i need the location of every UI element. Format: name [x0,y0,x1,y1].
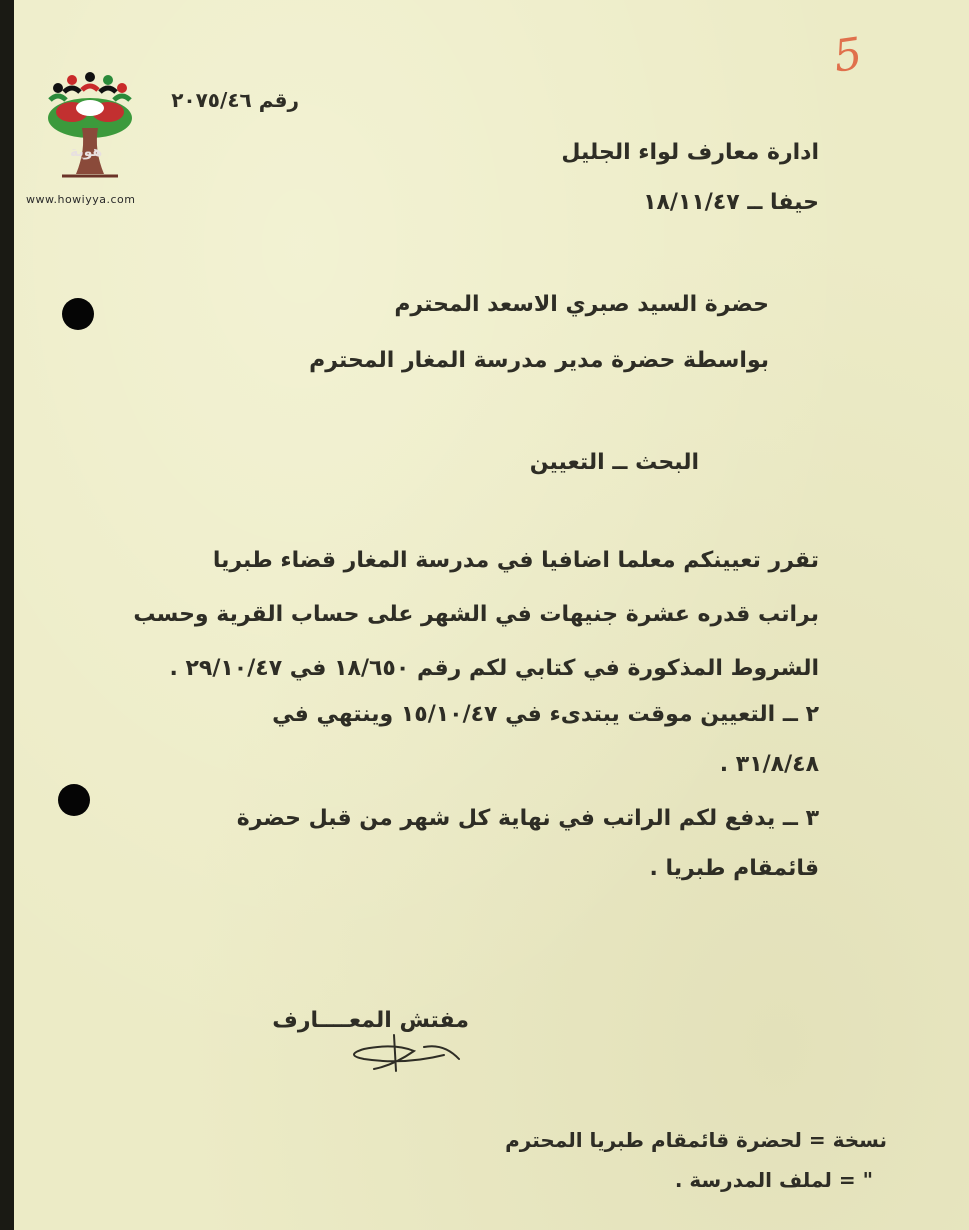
subject-line: البحث ــ التعيين [529,450,699,475]
body-line4: ٢ ــ التعيين موقت يبتدىء في ١٥/١٠/٤٧ وينتهي في [272,702,819,727]
copy-line1: نسخة = لحضرة قائمقام طبريا المحترم [505,1128,887,1152]
reference-number: رقم ٢٠٧٥/٤٦ [171,88,299,112]
document-page [14,0,969,1230]
punch-hole-bottom [58,784,90,816]
signatory-title: مفتش المعــــارف [272,1008,469,1033]
punch-hole-top [62,298,94,330]
place-date: حيفا ــ ١٨/١١/٤٧ [643,190,819,215]
body-line5: ٣١/٨/٤٨ . [719,752,819,777]
handwritten-signature [334,1025,474,1085]
body-line2: براتب قدره عشرة جنيهات في الشهر على حساب القرية وحسب [133,602,819,627]
department-name: ادارة معارف لواء الجليل [561,140,819,165]
body-line6: ٣ ــ يدفع لكم الراتب في نهاية كل شهر من قبل حضرة [236,806,819,831]
howiyya-logo [42,70,138,190]
body-line7: قائمقام طبريا . [649,856,819,881]
body-line3: الشروط المذكورة في كتابي لكم رقم ١٨/٦٥٠ في ٢٩/١٠/٤٧ . [169,656,819,681]
page-number-mark: 5 [830,28,866,83]
body-line1: تقرر تعيينكم معلما اضافيا في مدرسة المغار قضاء طبريا [212,548,819,573]
addressee-line1: حضرة السيد صبري الاسعد المحترم [394,292,769,317]
tree-logo-icon [42,70,138,190]
logo-url: www.howiyya.com [26,193,136,206]
logo-arabic-label: هوية [70,144,103,160]
addressee-line2: بواسطة حضرة مدير مدرسة المغار المحترم [309,348,769,373]
copy-line2: " = لملف المدرسة . [674,1168,873,1192]
